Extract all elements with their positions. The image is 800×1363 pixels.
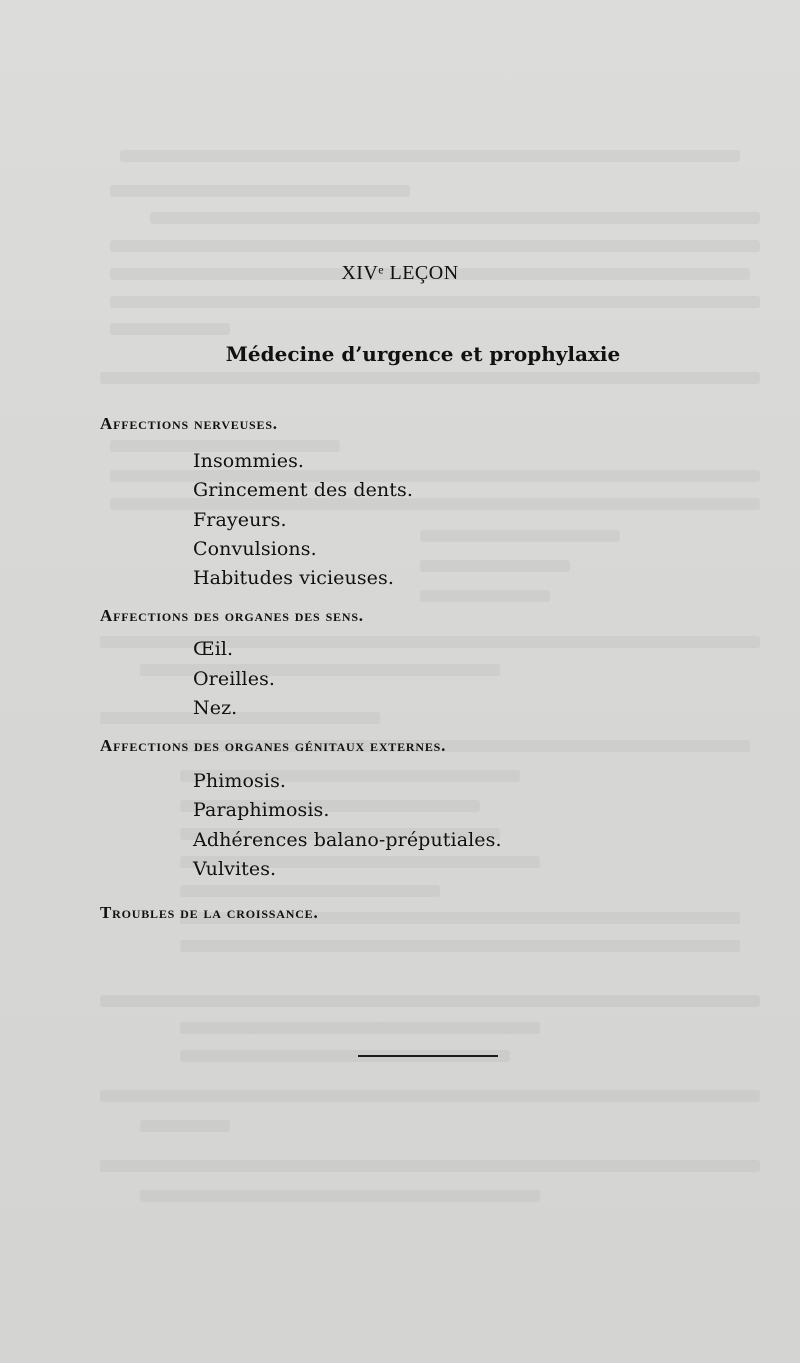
list-item: Grincement des dents. (193, 479, 413, 501)
list-item: Adhérences balano-préputiales. (193, 829, 502, 851)
end-rule (358, 1055, 498, 1057)
section-heading-sens: Affections des organes des sens. (100, 606, 364, 625)
list-item: Oreilles. (193, 668, 276, 690)
list-item: Frayeurs. (193, 509, 287, 531)
section-heading-croissance: Troubles de la croissance. (100, 903, 319, 922)
page-title: Médecine d’urgence et prophylaxie (225, 342, 621, 366)
list-item: Œil. (193, 638, 234, 660)
list-item: Convulsions. (193, 538, 317, 560)
list-item: Paraphimosis. (193, 799, 330, 821)
section-heading-nerveuses: Affections nerveuses. (100, 414, 278, 433)
list-item: Nez. (193, 697, 238, 719)
section-heading-genitaux: Affections des organes génitaux externes. (100, 736, 447, 755)
list-item: Insommies. (193, 450, 305, 472)
list-item: Phimosis. (193, 770, 287, 792)
list-item: Vulvites. (193, 858, 277, 880)
list-item: Habitudes vicieuses. (193, 567, 394, 589)
lesson-number: XIVᵉ LEÇON (341, 262, 459, 284)
